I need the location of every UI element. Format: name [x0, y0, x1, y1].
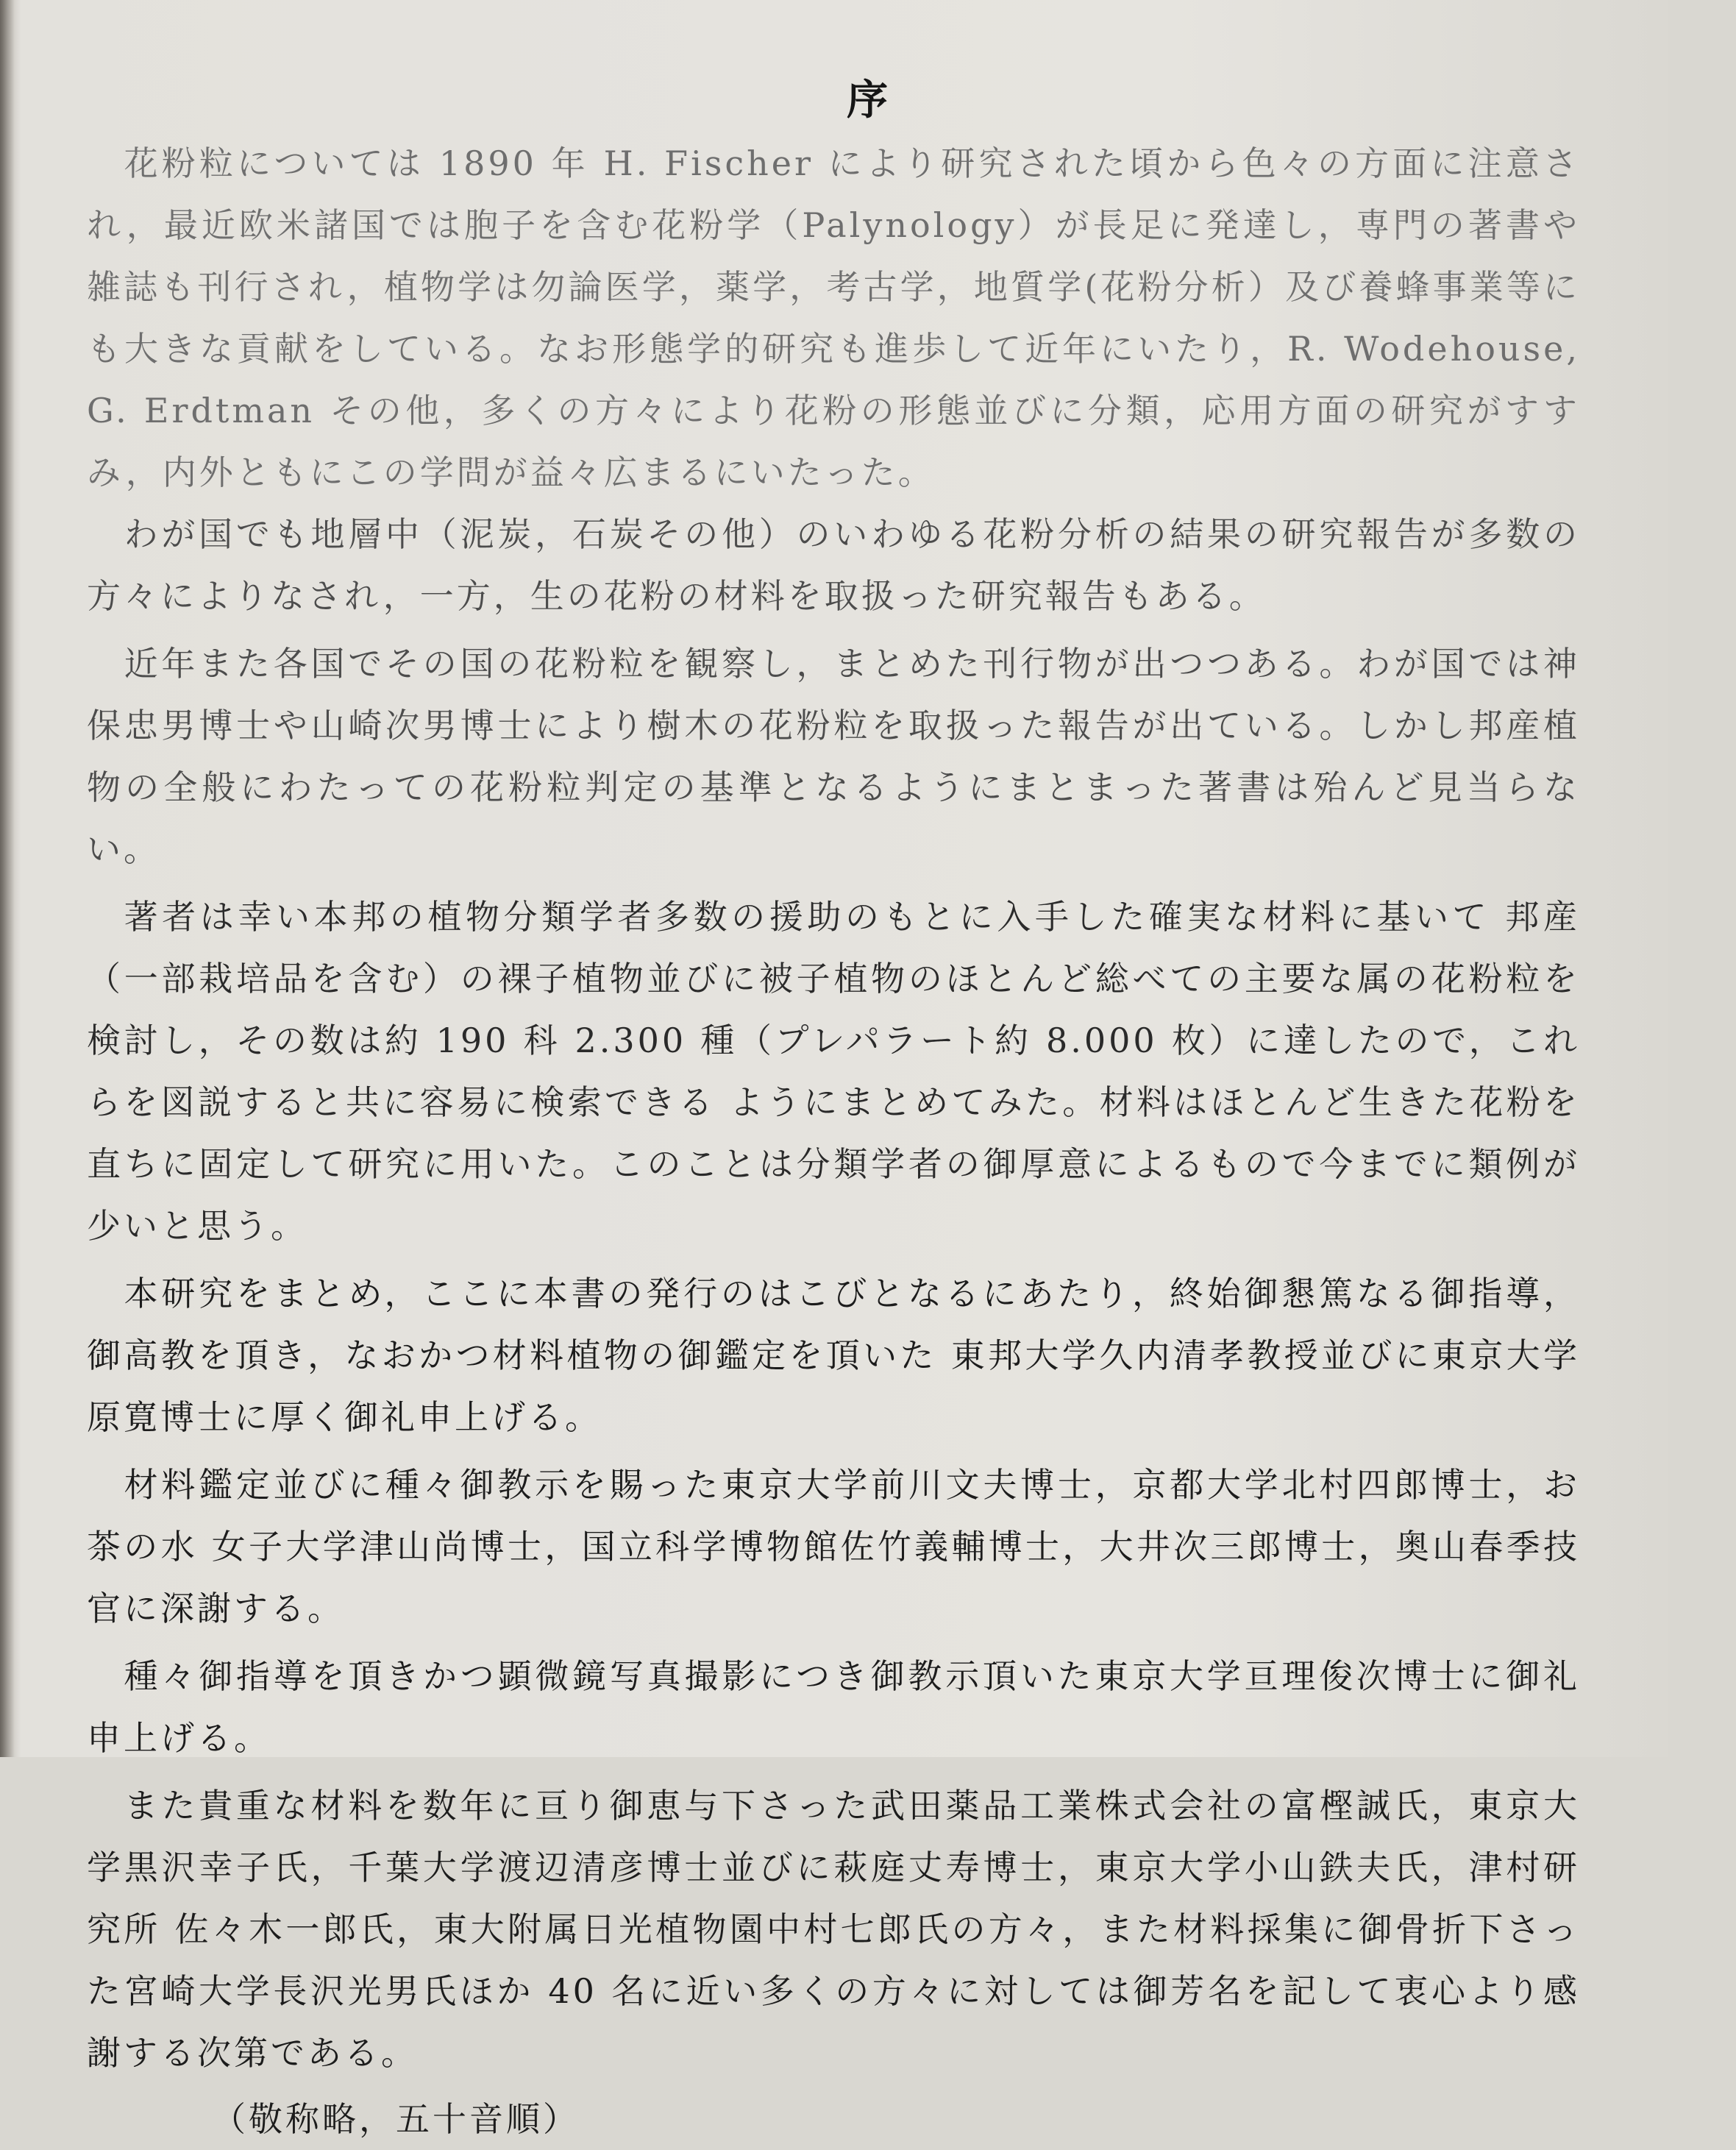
paragraph-acknowledgement-2: 材料鑑定並びに種々御教示を賜った東京大学前川文夫博士，京都大学北村四郎博士，お茶の水 女子大学津山尚博士，国立科学博物館佐竹義輔博士，大井次三郎博士，奥山春季技官に深謝する。 — [87, 1465, 1580, 1628]
paragraph-acknowledgement-1: 本研究をまとめ，ここに本書の発行のはこびとなるにあたり，終始御懇篤なる御指導，御高教を頂き，なおかつ材料植物の御鑑定を頂いた 東邦大学久内清孝教授並びに東京大学原寛博士に厚く御礼申上げる。 — [87, 1274, 1580, 1437]
spine-shadow — [0, 0, 15, 1757]
page-title: 序 — [847, 76, 889, 124]
paragraph-acknowledgement-4: また貴重な材料を数年に亘り御恵与下さった武田薬品工業株式会社の富樫誠氏，東京大学黒沢幸子氏，千葉大学渡辺清彦博士並びに萩庭丈寿博士，東京大学小山鉄夫氏，津村研究所 佐々木一郎氏，東大附属日光植物園中村七郎氏の方々，また材料採集に御骨折下さった宮崎大学長沢光男氏ほか 40 名に近い多くの方々に対しては御芳名を記して衷心より感謝する次第である。 — [87, 1786, 1580, 2073]
paragraph-acknowledgement-3: 種々御指導を頂きかつ顕微鏡写真撮影につき御教示頂いた東京大学亘理俊次博士に御礼申上げる。 — [87, 1656, 1580, 1758]
paragraph-author-work: 著者は幸い本邦の植物分類学者多数の援助のもとに入手した確実な材料に基いて 邦産（一部栽培品を含む）の裸子植物並びに被子植物のほとんど総べての主要な属の花粉粒を 検討し，その数は約 190 科 2.300 種（プレパラート約 8.000 枚）に達したので，これらを図説すると共に容易に検索できる ようにまとめてみた。材料はほとんど生きた花粉を直ちに固定して研究に用いた。このことは分類学者の御厚意によるもので今までに類例が少いと思う。 — [87, 897, 1580, 1246]
preface-body — [87, 132, 1580, 2150]
paragraph-publications: 近年また各国でその国の花粉粒を観察し，まとめた刊行物が出つつある。わが国では神保忠男博士や山崎次男博士により樹木の花粉粒を取扱った報告が出ている。しかし邦産植物の全般にわたっての花粉粒判定の基準となるようにまとまった著書は殆んど見当らない。 — [87, 644, 1580, 869]
paragraph-history: 花粉粒については 1890 年 H. Fischer により研究された頃から色々の方面に注意され，最近欧米諸国では胞子を含む花粉学（Palynology）が長足に発達し，専門の著書や雑誌も刊行され，植物学は勿論医学，薬学，考古学，地質学(花粉分析）及び養蜂事業等にも大きな貢献をしている。なお形態学的研究も進歩して近年にいたり，R. Wodehouse, G. Erdtman その他，多くの方々により花粉の形態並びに分類，応用方面の研究がすすみ，内外ともにこの学問が益々広まるにいたった。 — [87, 143, 1580, 492]
paragraph-japan-research: わが国でも地層中（泥炭，石炭その他）のいわゆる花粉分析の結果の研究報告が多数の方々によりなされ，一方，生の花粉の材料を取扱った研究報告もある。 — [87, 514, 1580, 616]
closing-note: （敬称略，五十音順） — [212, 2099, 580, 2139]
